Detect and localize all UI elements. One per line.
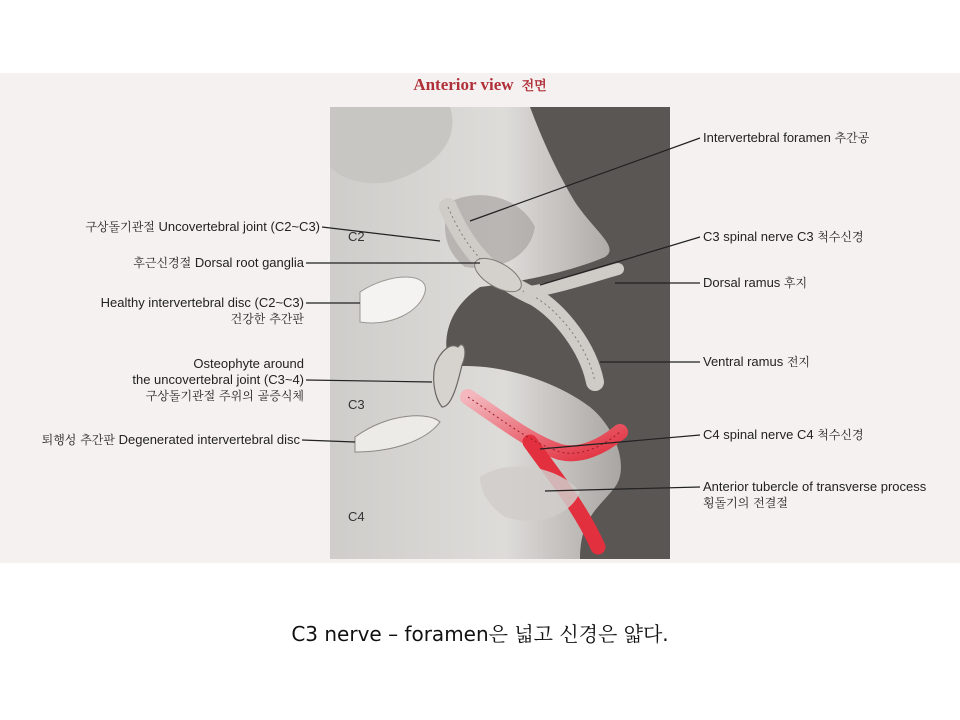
label-ventral-ramus-ko: 전지 [786, 355, 811, 369]
plate-title-en: Anterior view [413, 75, 514, 94]
label-c3-nerve-en: C3 spinal nerve [703, 229, 794, 244]
plate-title-ko: 전면 [521, 79, 547, 94]
label-c4-nerve-ko: 척수신경 [817, 428, 864, 442]
label-uncovertebral-joint-ko: 구상돌기관절 [85, 220, 155, 234]
vertebra-label-c4: C4 [348, 509, 365, 524]
label-c4-nerve-tag: C4 [796, 427, 814, 442]
label-healthy-disc [101, 295, 304, 327]
slide-caption: C3 nerve – foramen은 넓고 신경은 얇다. [291, 622, 669, 646]
label-c4-nerve-en: C4 spinal nerve [703, 427, 794, 442]
label-tubercle-en: Anterior tubercle of transverse process [703, 479, 927, 494]
label-dorsal-ramus-en: Dorsal ramus [703, 275, 781, 290]
label-foramen-ko: 추간공 [834, 131, 870, 145]
label-dorsal-ramus [703, 275, 807, 291]
label-ventral-ramus [703, 354, 810, 370]
label-osteophyte-ko: 구상돌기관절 주위의 골증식체 [145, 389, 304, 403]
label-dorsal-ramus-ko: 후지 [783, 276, 808, 290]
label-tubercle-ko: 횡돌기의 전결절 [703, 496, 788, 510]
cervical-spine-figure [330, 107, 670, 559]
illustration-plate [0, 73, 960, 563]
label-degenerated-disc-en: Degenerated intervertebral disc [118, 432, 300, 447]
label-osteophyte [132, 356, 304, 404]
label-dorsal-root-ganglia-en: Dorsal root ganglia [194, 255, 304, 270]
label-uncovertebral-joint-en: Uncovertebral joint (C2~C3) [158, 219, 320, 234]
label-degenerated-disc-ko: 퇴행성 추간판 [41, 433, 115, 447]
label-osteophyte-line1: Osteophyte around [193, 356, 304, 371]
vertebra-label-c3: C3 [348, 397, 365, 412]
label-c3-nerve-ko: 척수신경 [817, 230, 864, 244]
label-osteophyte-line2: the uncovertebral joint (C3~4) [132, 372, 304, 387]
label-uncovertebral-joint [85, 219, 320, 235]
vertebra-label-c2: C2 [348, 229, 365, 244]
spine-illustration [330, 107, 670, 559]
label-foramen-en: Intervertebral foramen [703, 130, 831, 145]
label-c3-spinal-nerve [703, 229, 864, 245]
label-dorsal-root-ganglia-ko: 후근신경절 [133, 256, 192, 270]
label-dorsal-root-ganglia [133, 255, 304, 271]
label-anterior-tubercle [703, 479, 926, 511]
label-healthy-disc-en: Healthy intervertebral disc (C2~C3) [100, 295, 304, 310]
label-ventral-ramus-en: Ventral ramus [703, 354, 784, 369]
label-intervertebral-foramen [703, 130, 869, 146]
label-degenerated-disc [42, 432, 300, 448]
label-c4-spinal-nerve [703, 427, 864, 443]
plate-title [0, 75, 960, 95]
label-healthy-disc-ko: 건강한 추간판 [230, 312, 304, 326]
label-c3-nerve-tag: C3 [796, 229, 814, 244]
